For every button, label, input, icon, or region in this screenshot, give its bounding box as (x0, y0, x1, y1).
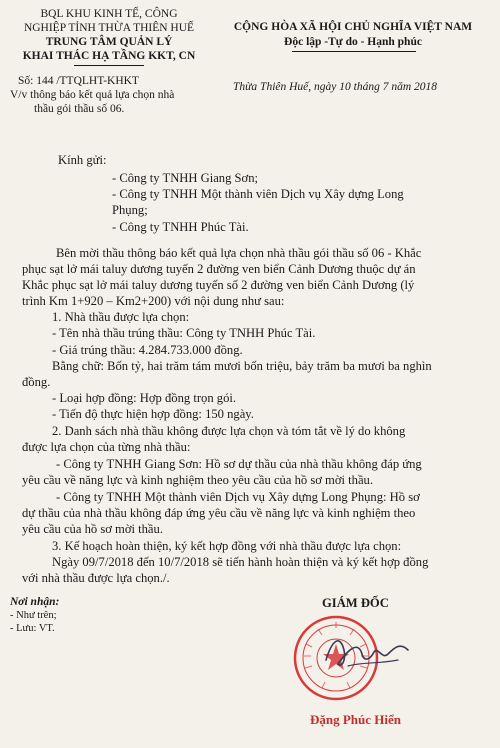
rejected-b-3: yêu cầu của hồ sơ mời thầu. (22, 522, 163, 536)
recipient-1: - Công ty TNHH Giang Sơn; (112, 171, 259, 185)
signer-role: GIÁM ĐỐC (322, 596, 389, 610)
signature-icon (318, 620, 418, 680)
agency-line-1: BQL KHU KINH TẾ, CÔNG (40, 8, 178, 20)
intro-line-4: trình Km 1+920 – Km2+200) với nội dung như sau: (22, 294, 285, 308)
place-date: Thừa Thiên Huế, ngày 10 tháng 7 năm 2018 (233, 81, 438, 93)
intro-line-2: phục sạt lở mái taluy dương tuyến 2 đường ven biển Cảnh Dương thuộc dự án (22, 262, 416, 276)
contract-type: - Loại hợp đồng: Hợp đồng trọn gói. (52, 391, 237, 405)
recipients-label: Kính gửi: (58, 153, 107, 167)
rejected-a-2: yêu cầu về năng lực và kinh nghiệm theo yêu cầu của hồ sơ mời thầu. (22, 473, 373, 487)
recipients-footer-label: Nơi nhận: (10, 596, 60, 608)
org-line-2: KHAI THÁC HẠ TẦNG KKT, CN (22, 50, 196, 62)
price-in-words-2: đồng. (22, 375, 51, 389)
recipient-2b: Phụng; (112, 203, 148, 217)
nation-title: CỘNG HÒA XÃ HỘI CHỦ NGHĨA VIỆT NAM (233, 21, 473, 33)
contract-duration: - Tiến độ thực hiện hợp đồng: 150 ngày. (52, 407, 254, 421)
recipients-footer-1: - Như trên; (10, 610, 57, 621)
org-underline (74, 65, 144, 66)
intro-line-1: Bên mời thầu thông báo kết quả lựa chọn nhà thầu gói thầu số 06 - Khắc (56, 246, 422, 260)
rejected-a-1: - Công ty TNHH Giang Sơn: Hồ sơ dự thầu của nhà thầu không đáp ứng (56, 457, 422, 471)
winner-name: - Tên nhà thầu trúng thầu: Công ty TNHH Phúc Tài. (52, 326, 316, 340)
section-3-line-1: Ngày 09/7/2018 đến 10/7/2018 sẽ tiến hành hoàn thiện và ký kết hợp đồng (52, 555, 429, 569)
motto-underline (292, 51, 416, 52)
agency-line-2: NGHIỆP TỈNH THỪA THIÊN HUẾ (23, 22, 195, 34)
nation-motto: Độc lập -Tự do - Hạnh phúc (284, 36, 422, 48)
rejected-b-2: dự thầu của nhà thầu không đáp ứng yêu cầu về năng lực và kinh nghiệm theo (22, 506, 416, 520)
subject-line-1: V/v thông báo kết quả lựa chọn nhà (10, 89, 175, 101)
section-3-title: 3. Kế hoạch hoàn thiện, ký kết hợp đồng với nhà thầu được lựa chọn: (52, 539, 402, 553)
section-2-title-1: 2. Danh sách nhà thầu không được lựa chọn và tóm tắt về lý do không (52, 424, 406, 438)
winning-price: - Giá trúng thầu: 4.284.733.000 đồng. (52, 343, 243, 357)
section-1-title: 1. Nhà thầu được lựa chọn: (52, 310, 190, 324)
rejected-b-1: - Công ty TNHH Một thành viên Dịch vụ Xây dựng Long Phụng: Hồ sơ (56, 490, 420, 504)
subject-line-2: thầu gói thầu số 06. (34, 103, 125, 115)
recipient-2a: - Công ty TNHH Một thành viên Dịch vụ Xây dựng Long (112, 187, 404, 201)
signer-name: Đặng Phúc Hiển (310, 712, 402, 727)
section-2-title-2: được lựa chọn của từng nhà thầu: (22, 440, 191, 454)
document-number: Số: 144 /TTQLHT-KHKT (18, 75, 139, 87)
org-line-1: TRUNG TÂM QUẢN LÝ (45, 36, 173, 48)
price-in-words-1: Bằng chữ: Bốn tỷ, hai trăm tám mươi bốn triệu, bảy trăm ba mươi ba nghìn (52, 359, 432, 373)
section-3-line-2: với nhà thầu được lựa chọn./. (22, 571, 170, 585)
recipient-3: - Công ty TNHH Phúc Tài. (112, 220, 249, 234)
recipients-footer-2: - Lưu: VT. (10, 623, 55, 634)
intro-line-3: Khắc phục sạt lở mái taluy dương tuyến số 2 đường ven biển Cảnh Dương (lý (22, 278, 415, 292)
